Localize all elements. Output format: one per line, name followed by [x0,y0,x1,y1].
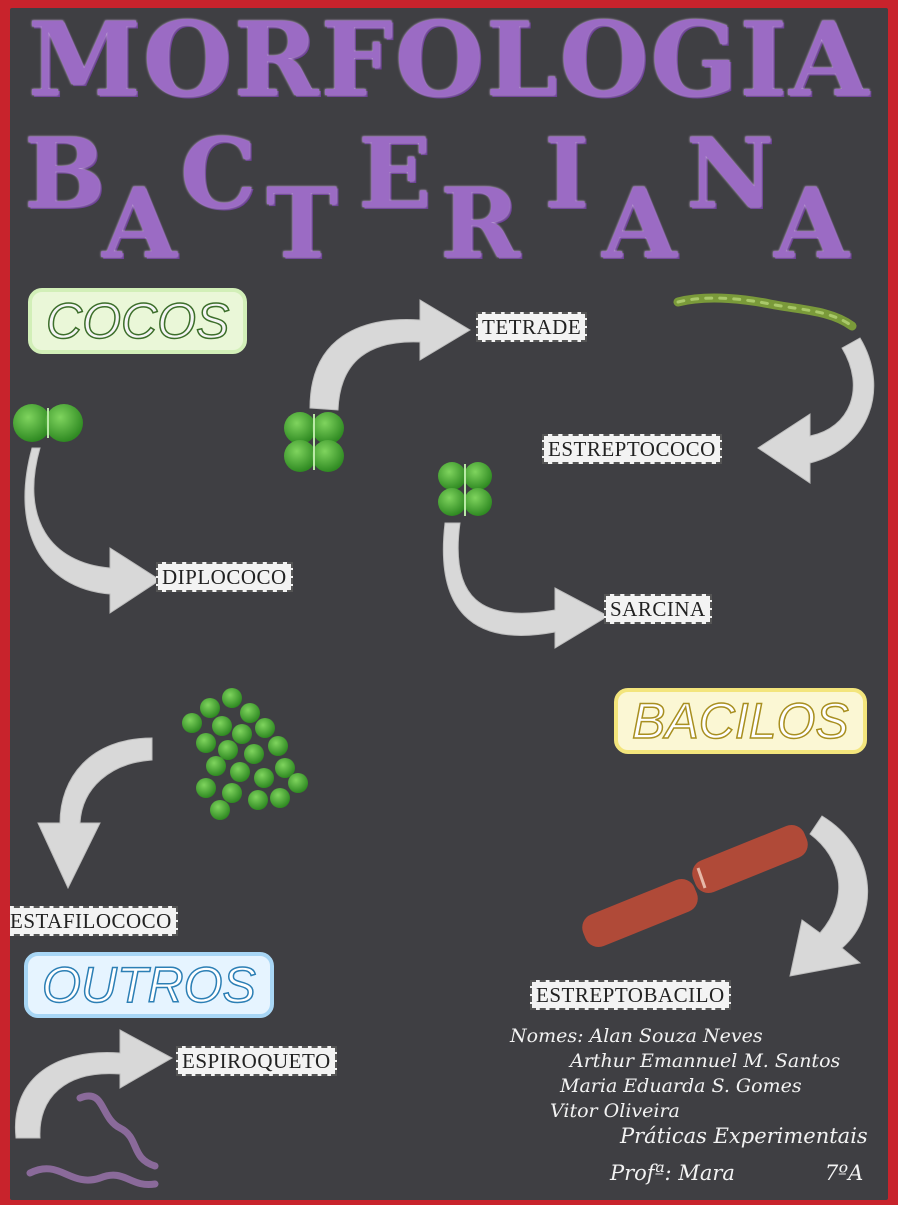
poster-artwork [10,8,888,1200]
title-letter-n: N [686,117,774,230]
estreptococo-model [678,298,852,326]
title-morfologia: MORFOLOGIA [27,8,871,120]
diplococo-model [13,404,83,442]
label-sarcina: SARCINA [604,594,712,624]
title-letter-r: R [440,167,520,280]
title-letter-a2: A [602,167,677,280]
espiroqueto-model [30,1096,155,1185]
credits-name-4: Vitor Oliveira [550,1100,680,1122]
label-estafilococo: ESTAFILOCOCO [10,906,178,936]
title-letter-i: I [544,117,589,230]
category-bacilos: BACILOS [614,688,867,754]
estafilococo-model [182,688,308,820]
tetrade-model [284,412,344,472]
category-outros: OUTROS [24,952,274,1018]
arrow-diplococo [25,448,160,613]
arrow-tetrade [310,300,470,410]
credits-teacher-line [510,1161,888,1186]
category-cocos: COCOS [28,288,247,354]
label-estreptobacilo: ESTREPTOBACILO [530,980,731,1010]
credits-name-3: Maria Eduarda S. Gomes [560,1075,802,1097]
title-letter-c: C [180,117,257,230]
title-letter-a3: A [774,167,849,280]
title-letter-t: T [266,167,338,280]
label-tetrade: TETRADE [476,312,587,342]
title-letter-a1: A [102,167,177,280]
label-espiroqueto: ESPIROQUETO [176,1046,337,1076]
estreptobacilo-model [578,821,812,951]
sarcina-model [438,462,492,516]
credits-names-line-1 [510,1024,888,1049]
credits-name-1: Alan Souza Neves [589,1025,763,1047]
poster-board [10,8,888,1200]
label-diplococo: DIPLOCOCO [156,562,293,592]
arrow-sarcina [443,523,608,648]
credits [510,1024,888,1186]
label-estreptococo: ESTREPTOCOCO [542,434,722,464]
credits-class: 7ºA [824,1161,864,1185]
credits-subject: Práticas Experimentais [620,1124,868,1148]
credits-name-2: Arthur Emannuel M. Santos [570,1050,841,1072]
credits-names-prefix: Nomes: [510,1025,584,1047]
arrow-estafilococo [38,738,152,888]
title-letter-b: B [24,117,106,230]
arrow-estreptococo [758,338,874,483]
title-letter-e: E [358,117,432,230]
credits-teacher: Profª: Mara [610,1161,735,1185]
arrow-espiroqueto [15,1030,172,1138]
